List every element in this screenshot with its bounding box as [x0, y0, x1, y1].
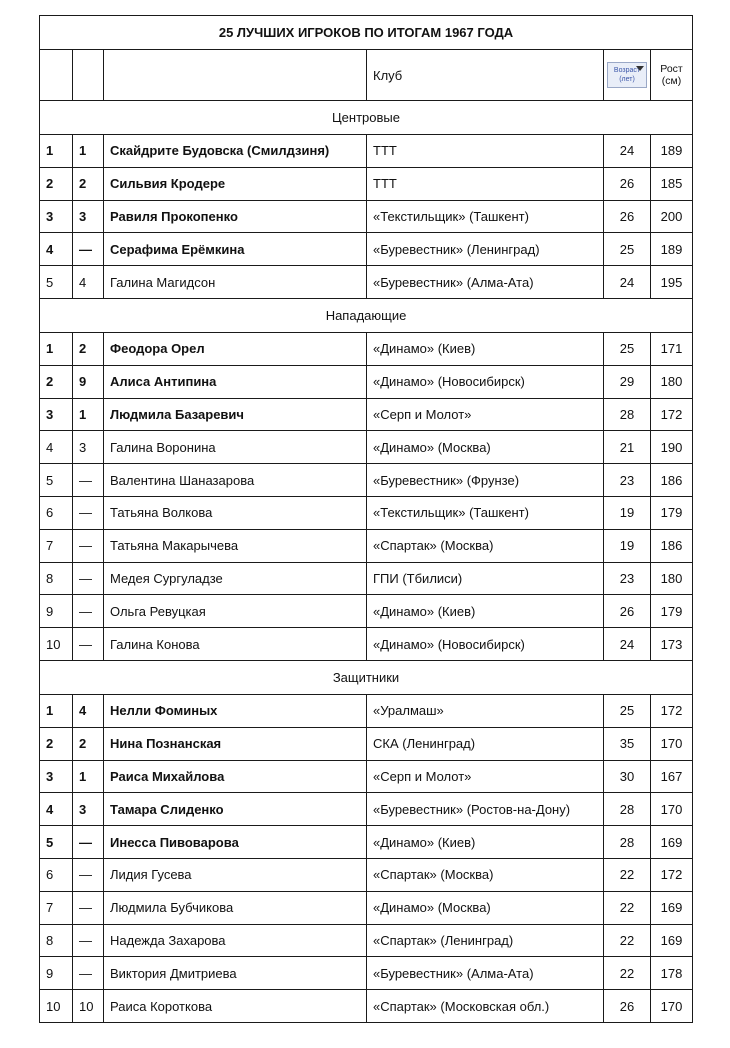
club-cell: «Динамо» (Москва)	[367, 891, 604, 924]
table-row	[40, 167, 693, 200]
height-cell: 200	[651, 200, 693, 233]
player-name-cell: Сильвия Кродере	[104, 167, 367, 200]
height-cell: 179	[651, 496, 693, 529]
table-row	[40, 990, 693, 1023]
club-cell: «Серп и Молот»	[367, 760, 604, 793]
rank-cell: 9	[40, 957, 73, 990]
age-cell: 22	[604, 891, 651, 924]
header-rank-empty	[40, 50, 73, 101]
player-name-cell: Нелли Фоминых	[104, 694, 367, 727]
table-row	[40, 628, 693, 661]
table-row	[40, 200, 693, 233]
age-cell: 26	[604, 990, 651, 1023]
player-name-cell: Галина Магидсон	[104, 266, 367, 299]
rank-cell: 5	[40, 826, 73, 859]
height-cell: 169	[651, 891, 693, 924]
height-cell: 170	[651, 727, 693, 760]
previous-rank-cell: 9	[73, 365, 104, 398]
club-cell: ТТТ	[367, 135, 604, 168]
previous-rank-cell: 10	[73, 990, 104, 1023]
table-row	[40, 793, 693, 826]
age-cell: 35	[604, 727, 651, 760]
previous-rank-cell: 3	[73, 793, 104, 826]
club-cell: «Спартак» (Ленинград)	[367, 924, 604, 957]
height-cell: 186	[651, 464, 693, 497]
header-club[interactable]: Клуб	[367, 50, 604, 101]
rank-cell: 6	[40, 496, 73, 529]
club-cell: «Буревестник» (Ростов-на-Дону)	[367, 793, 604, 826]
player-name-cell: Ольга Ревуцкая	[104, 595, 367, 628]
player-name-cell: Виктория Дмитриева	[104, 957, 367, 990]
height-cell: 172	[651, 694, 693, 727]
age-cell: 28	[604, 398, 651, 431]
age-header-line1: Возраст	[613, 67, 641, 74]
rank-cell: 7	[40, 891, 73, 924]
player-name-cell: Тамара Слиденко	[104, 793, 367, 826]
previous-rank-cell: 4	[73, 694, 104, 727]
age-cell: 25	[604, 233, 651, 266]
rank-cell: 2	[40, 727, 73, 760]
player-name-cell: Равиля Прокопенко	[104, 200, 367, 233]
table-row	[40, 464, 693, 497]
player-name-cell: Татьяна Макарычева	[104, 529, 367, 562]
section-header-row	[40, 660, 693, 694]
player-name-cell: Инесса Пивоварова	[104, 826, 367, 859]
section-title: Защитники	[40, 660, 693, 694]
previous-rank-cell: 3	[73, 200, 104, 233]
height-header-line2: (см)	[661, 75, 682, 87]
previous-rank-cell: 2	[73, 332, 104, 365]
club-cell: «Динамо» (Новосибирск)	[367, 628, 604, 661]
table-row	[40, 595, 693, 628]
table-row	[40, 431, 693, 464]
club-cell: «Спартак» (Москва)	[367, 858, 604, 891]
age-sort-button[interactable]	[607, 62, 647, 88]
height-cell: 169	[651, 826, 693, 859]
club-cell: ГПИ (Тбилиси)	[367, 562, 604, 595]
table-row	[40, 760, 693, 793]
age-cell: 19	[604, 496, 651, 529]
section-title: Центровые	[40, 101, 693, 135]
table-row	[40, 562, 693, 595]
club-cell: «Динамо» (Новосибирск)	[367, 365, 604, 398]
age-cell: 22	[604, 957, 651, 990]
height-cell: 189	[651, 135, 693, 168]
club-cell: «Буревестник» (Ленинград)	[367, 233, 604, 266]
rank-cell: 4	[40, 431, 73, 464]
rank-cell: 7	[40, 529, 73, 562]
age-cell: 30	[604, 760, 651, 793]
player-name-cell: Скайдрите Будовска (Смилдзиня)	[104, 135, 367, 168]
player-name-cell: Галина Конова	[104, 628, 367, 661]
previous-rank-cell: —	[73, 496, 104, 529]
height-cell: 170	[651, 793, 693, 826]
rank-cell: 3	[40, 398, 73, 431]
club-cell: «Динамо» (Киев)	[367, 595, 604, 628]
rank-cell: 9	[40, 595, 73, 628]
player-name-cell: Надежда Захарова	[104, 924, 367, 957]
table-row	[40, 694, 693, 727]
age-cell: 22	[604, 858, 651, 891]
table-row	[40, 135, 693, 168]
table-title: 25 ЛУЧШИХ ИГРОКОВ ПО ИТОГАМ 1967 ГОДА	[40, 16, 693, 50]
previous-rank-cell: 4	[73, 266, 104, 299]
club-cell: «Буревестник» (Алма-Ата)	[367, 266, 604, 299]
previous-rank-cell: 3	[73, 431, 104, 464]
age-cell: 26	[604, 167, 651, 200]
age-cell: 28	[604, 826, 651, 859]
player-name-cell: Раиса Короткова	[104, 990, 367, 1023]
previous-rank-cell: —	[73, 826, 104, 859]
table-row	[40, 266, 693, 299]
height-cell: 189	[651, 233, 693, 266]
rank-cell: 8	[40, 562, 73, 595]
header-prev-empty	[73, 50, 104, 101]
height-header-line1: Рост	[660, 62, 683, 75]
previous-rank-cell: 2	[73, 167, 104, 200]
height-cell: 179	[651, 595, 693, 628]
height-cell: 185	[651, 167, 693, 200]
previous-rank-cell: —	[73, 562, 104, 595]
table-row	[40, 233, 693, 266]
header-height[interactable]	[651, 50, 693, 101]
player-name-cell: Галина Воронина	[104, 431, 367, 464]
column-header-row	[40, 50, 693, 101]
table-row	[40, 529, 693, 562]
previous-rank-cell: 1	[73, 135, 104, 168]
rank-cell: 5	[40, 464, 73, 497]
rank-cell: 3	[40, 760, 73, 793]
player-name-cell: Раиса Михайлова	[104, 760, 367, 793]
player-name-cell: Татьяна Волкова	[104, 496, 367, 529]
age-cell: 25	[604, 332, 651, 365]
rank-cell: 10	[40, 628, 73, 661]
height-cell: 195	[651, 266, 693, 299]
player-name-cell: Людмила Бубчикова	[104, 891, 367, 924]
rank-cell: 1	[40, 332, 73, 365]
table-row	[40, 957, 693, 990]
age-cell: 28	[604, 793, 651, 826]
table-title-row	[40, 16, 693, 50]
table-row	[40, 826, 693, 859]
table-row	[40, 496, 693, 529]
previous-rank-cell: —	[73, 957, 104, 990]
section-header-row	[40, 101, 693, 135]
player-name-cell: Феодора Орел	[104, 332, 367, 365]
previous-rank-cell: —	[73, 464, 104, 497]
club-cell: «Динамо» (Киев)	[367, 826, 604, 859]
height-cell: 180	[651, 365, 693, 398]
height-cell: 167	[651, 760, 693, 793]
rank-cell: 5	[40, 266, 73, 299]
age-cell: 23	[604, 464, 651, 497]
player-name-cell: Валентина Шаназарова	[104, 464, 367, 497]
club-cell: «Буревестник» (Алма-Ата)	[367, 957, 604, 990]
height-cell: 186	[651, 529, 693, 562]
rank-cell: 1	[40, 694, 73, 727]
height-cell: 173	[651, 628, 693, 661]
height-cell: 180	[651, 562, 693, 595]
age-cell: 24	[604, 628, 651, 661]
player-name-cell: Серафима Ерёмкина	[104, 233, 367, 266]
club-cell: «Текстильщик» (Ташкент)	[367, 200, 604, 233]
height-cell: 169	[651, 924, 693, 957]
club-cell: «Текстильщик» (Ташкент)	[367, 496, 604, 529]
previous-rank-cell: 1	[73, 760, 104, 793]
table-row	[40, 727, 693, 760]
table-row	[40, 891, 693, 924]
previous-rank-cell: —	[73, 924, 104, 957]
players-table	[39, 15, 693, 1023]
sort-dropdown-icon[interactable]	[636, 66, 644, 71]
club-cell: «Буревестник» (Фрунзе)	[367, 464, 604, 497]
previous-rank-cell: —	[73, 628, 104, 661]
player-name-cell: Людмила Базаревич	[104, 398, 367, 431]
club-cell: СКА (Ленинград)	[367, 727, 604, 760]
rank-cell: 4	[40, 793, 73, 826]
age-cell: 26	[604, 595, 651, 628]
club-cell: «Серп и Молот»	[367, 398, 604, 431]
age-cell: 24	[604, 135, 651, 168]
age-cell: 19	[604, 529, 651, 562]
table-row	[40, 924, 693, 957]
rank-cell: 8	[40, 924, 73, 957]
table-body	[40, 101, 693, 1023]
club-cell: «Динамо» (Киев)	[367, 332, 604, 365]
rank-cell: 2	[40, 167, 73, 200]
club-cell: «Динамо» (Москва)	[367, 431, 604, 464]
age-cell: 23	[604, 562, 651, 595]
age-cell: 29	[604, 365, 651, 398]
player-name-cell: Нина Познанская	[104, 727, 367, 760]
age-cell: 24	[604, 266, 651, 299]
previous-rank-cell: 1	[73, 398, 104, 431]
height-cell: 190	[651, 431, 693, 464]
player-name-cell: Алиса Антипина	[104, 365, 367, 398]
rank-cell: 2	[40, 365, 73, 398]
age-cell: 22	[604, 924, 651, 957]
header-name-empty	[104, 50, 367, 101]
previous-rank-cell: 2	[73, 727, 104, 760]
age-header-line2: (лет)	[619, 76, 635, 83]
age-cell: 25	[604, 694, 651, 727]
previous-rank-cell: —	[73, 858, 104, 891]
header-age[interactable]	[604, 50, 651, 101]
height-cell: 172	[651, 398, 693, 431]
previous-rank-cell: —	[73, 595, 104, 628]
player-name-cell: Лидия Гусева	[104, 858, 367, 891]
age-cell: 26	[604, 200, 651, 233]
table-row	[40, 365, 693, 398]
table-row	[40, 858, 693, 891]
club-cell: «Спартак» (Московская обл.)	[367, 990, 604, 1023]
height-cell: 170	[651, 990, 693, 1023]
height-cell: 171	[651, 332, 693, 365]
section-title: Нападающие	[40, 298, 693, 332]
rank-cell: 3	[40, 200, 73, 233]
player-name-cell: Медея Сургуладзе	[104, 562, 367, 595]
rank-cell: 6	[40, 858, 73, 891]
table-row	[40, 332, 693, 365]
table-row	[40, 398, 693, 431]
previous-rank-cell: —	[73, 891, 104, 924]
previous-rank-cell: —	[73, 233, 104, 266]
club-cell: «Уралмаш»	[367, 694, 604, 727]
height-cell: 172	[651, 858, 693, 891]
rank-cell: 1	[40, 135, 73, 168]
height-cell: 178	[651, 957, 693, 990]
rank-cell: 4	[40, 233, 73, 266]
rank-cell: 10	[40, 990, 73, 1023]
club-cell: «Спартак» (Москва)	[367, 529, 604, 562]
club-cell: ТТТ	[367, 167, 604, 200]
age-cell: 21	[604, 431, 651, 464]
section-header-row	[40, 298, 693, 332]
previous-rank-cell: —	[73, 529, 104, 562]
